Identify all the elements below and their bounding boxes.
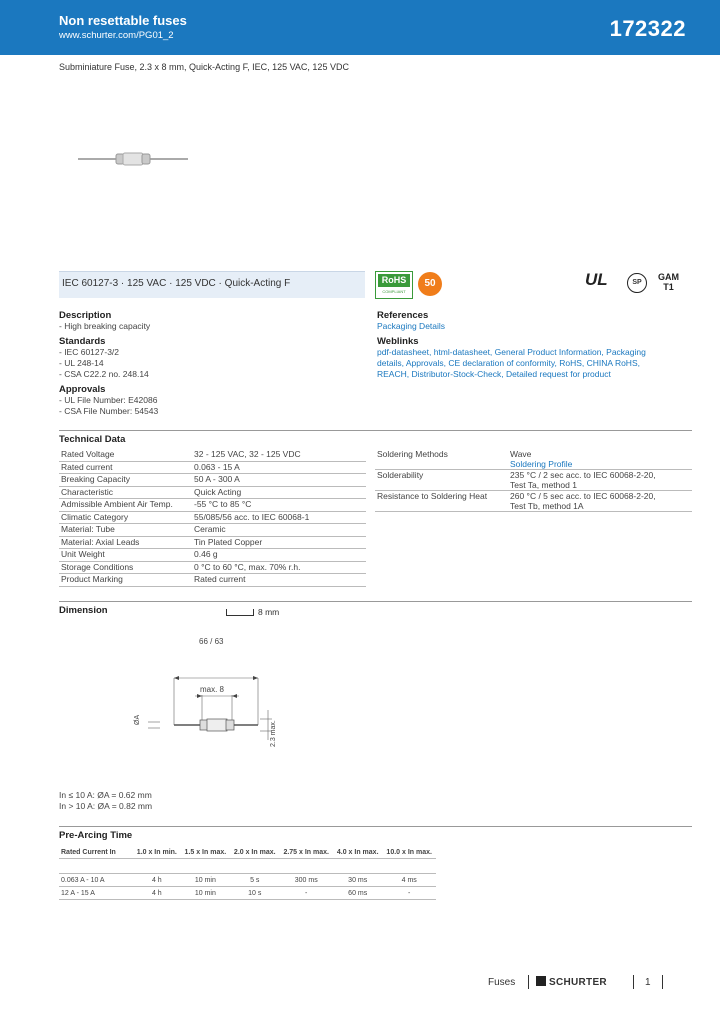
tech-label: Unit Weight (59, 549, 192, 562)
tech-value: Tin Plated Copper (192, 536, 366, 549)
table-header-row (59, 846, 436, 859)
table-row (59, 474, 366, 487)
standards-heading: Standards (59, 336, 106, 347)
column-header: 10.0 x In max. (382, 846, 436, 859)
weblinks-heading: Weblinks (377, 336, 419, 347)
table-cell: 10 min (181, 874, 230, 887)
table-row (59, 536, 366, 549)
dimension-note: In ≤ 10 A: ØA = 0.62 mm (59, 790, 152, 800)
table-row (59, 874, 436, 887)
tech-label: Resistance to Soldering Heat (375, 491, 508, 512)
footer-brand: SCHURTER (549, 977, 607, 988)
tech-label: Climatic Category (59, 511, 192, 524)
table-cell: - (382, 887, 436, 900)
weblinks-line[interactable]: details, Approvals, CE declaration of conformity, RoHS, CHINA RoHS, (377, 358, 640, 368)
ul-recognized-icon: UL (585, 270, 608, 289)
tech-value (508, 449, 692, 470)
dim-lead-diameter: ØA (134, 714, 141, 725)
dimension-heading: Dimension (59, 605, 108, 616)
weblinks-line[interactable]: REACH, Distributor-Stock-Check, Detailed request for product (377, 369, 611, 379)
table-row (59, 524, 366, 537)
tech-label: Rated Voltage (59, 449, 192, 461)
tech-label: Soldering Methods (375, 449, 508, 470)
right-info-column (377, 310, 687, 380)
footer-divider (528, 975, 529, 989)
dim-total-length: 66 / 63 (199, 637, 224, 646)
soldering-profile-link[interactable]: Soldering Profile (510, 459, 573, 469)
technical-data-table-right (375, 449, 692, 512)
table-row (59, 499, 366, 512)
product-subtitle: Subminiature Fuse, 2.3 x 8 mm, Quick-Acting F, IEC, 125 VAC, 125 VDC (59, 62, 349, 72)
tech-value-line: Test Ta, method 1 (510, 480, 577, 490)
packaging-details-link[interactable]: Packaging Details (377, 321, 446, 331)
table-row (375, 470, 692, 491)
table-cell: - (279, 887, 333, 900)
left-info-column (59, 310, 359, 417)
standard-item: - IEC 60127-3/2 (59, 347, 120, 357)
tech-value-line: Wave (510, 449, 532, 459)
dimension-note: In > 10 A: ØA = 0.82 mm (59, 801, 153, 811)
table-cell: 4 h (133, 887, 181, 900)
tech-value: Ceramic (192, 524, 366, 537)
tech-value: 50 A - 300 A (192, 474, 366, 487)
references-heading: References (377, 310, 429, 321)
tech-label: Solderability (375, 470, 508, 491)
dim-body-length: max. 8 (200, 685, 225, 694)
table-cell: 300 ms (279, 874, 333, 887)
divider (59, 430, 692, 431)
table-cell: 10 s (230, 887, 279, 900)
table-cell: 60 ms (333, 887, 382, 900)
scale-label: 8 mm (258, 607, 280, 617)
dim-body-diameter: 2.3 max. (270, 720, 277, 747)
table-row (59, 486, 366, 499)
standard-item: - UL 248-14 (59, 358, 104, 368)
tech-value: 0.063 - 15 A (192, 461, 366, 474)
footer-divider (662, 975, 663, 989)
gam-t1-icon (658, 272, 679, 292)
column-header: 2.75 x In max. (279, 846, 333, 859)
approval-item: - UL File Number: E42086 (59, 395, 158, 405)
fuse-product-image (78, 148, 188, 170)
technical-data-heading: Technical Data (59, 434, 126, 445)
pre-arcing-table (59, 846, 436, 900)
description-item: - High breaking capacity (59, 321, 151, 331)
tech-label: Product Marking (59, 574, 192, 587)
tech-value: -55 °C to 85 °C (192, 499, 366, 512)
table-row (59, 511, 366, 524)
tech-label: Characteristic (59, 486, 192, 499)
description-heading: Description (59, 310, 112, 321)
table-cell: 10 min (181, 887, 230, 900)
rohs-badge (375, 271, 413, 299)
approvals-heading: Approvals (59, 384, 106, 395)
table-cell: 4 h (133, 874, 181, 887)
standard-item: - CSA C22.2 no. 248.14 (59, 369, 149, 379)
tech-label: Material: Axial Leads (59, 536, 192, 549)
tech-value: Rated current (192, 574, 366, 587)
table-row (59, 449, 366, 461)
table-row (59, 561, 366, 574)
table-row (59, 574, 366, 587)
page-number: 1 (645, 977, 651, 988)
table-cell: 12 A - 15 A (59, 887, 133, 900)
table-cell: 0.063 A - 10 A (59, 874, 133, 887)
tech-label: Admissible Ambient Air Temp. (59, 499, 192, 512)
footer-divider (633, 975, 634, 989)
tech-label: Material: Tube (59, 524, 192, 537)
pre-arcing-heading: Pre-Arcing Time (59, 830, 133, 841)
approval-item: - CSA File Number: 54543 (59, 406, 159, 416)
column-header: 4.0 x In max. (333, 846, 382, 859)
gam-label: GAM (658, 272, 679, 282)
tech-value-line: 260 °C / 5 sec acc. to IEC 60068-2-20, (510, 491, 656, 501)
tech-value: 0 °C to 60 °C, max. 70% r.h. (192, 561, 366, 574)
part-number: 172322 (609, 16, 686, 41)
divider (59, 826, 692, 827)
tech-value (508, 491, 692, 512)
tech-value: 32 - 125 VAC, 32 - 125 VDC (192, 449, 366, 461)
weblinks-line[interactable]: pdf-datasheet, html-datasheet, General Product Information, Packaging (377, 347, 646, 357)
header-url[interactable]: www.schurter.com/PG01_2 (59, 30, 174, 41)
rohs-sub-label: COMPLIANT (382, 289, 406, 294)
column-header: 1.5 x In max. (181, 846, 230, 859)
table-row (375, 449, 692, 470)
table-row (59, 461, 366, 474)
rohs-label: RoHS (378, 274, 410, 287)
standard-summary: IEC 60127-3 · 125 VAC · 125 VDC · Quick-Acting F (62, 278, 291, 289)
column-header: 1.0 x In min. (133, 846, 181, 859)
tech-value-line: 235 °C / 2 sec acc. to IEC 60068-2-20, (510, 470, 656, 480)
divider (59, 601, 692, 602)
csa-icon: SP (627, 273, 647, 293)
tech-value: 0.46 g (192, 549, 366, 562)
table-row (59, 887, 436, 900)
tech-value (508, 470, 692, 491)
table-cell: 5 s (230, 874, 279, 887)
scale-bar (226, 607, 279, 617)
footer-section: Fuses (488, 977, 516, 988)
table-cell: 4 ms (382, 874, 436, 887)
table-row (375, 491, 692, 512)
t1-label: T1 (663, 282, 674, 292)
tech-label: Breaking Capacity (59, 474, 192, 487)
header-title: Non resettable fuses (59, 13, 187, 28)
50-years-icon: 50 (418, 272, 442, 296)
tech-value: Quick Acting (192, 486, 366, 499)
scale-bar-line (226, 609, 254, 616)
schurter-logo-icon (536, 976, 546, 986)
header-bar (0, 0, 720, 55)
tech-label: Rated current (59, 461, 192, 474)
tech-label: Storage Conditions (59, 561, 192, 574)
tech-value: 55/085/56 acc. to IEC 60068-1 (192, 511, 366, 524)
technical-data-table-left (59, 449, 366, 587)
tech-value-line: Test Tb, method 1A (510, 501, 584, 511)
table-cell: 30 ms (333, 874, 382, 887)
column-header: Rated Current In (59, 846, 133, 859)
spacer-row (59, 859, 436, 874)
table-row (59, 549, 366, 562)
column-header: 2.0 x In max. (230, 846, 279, 859)
